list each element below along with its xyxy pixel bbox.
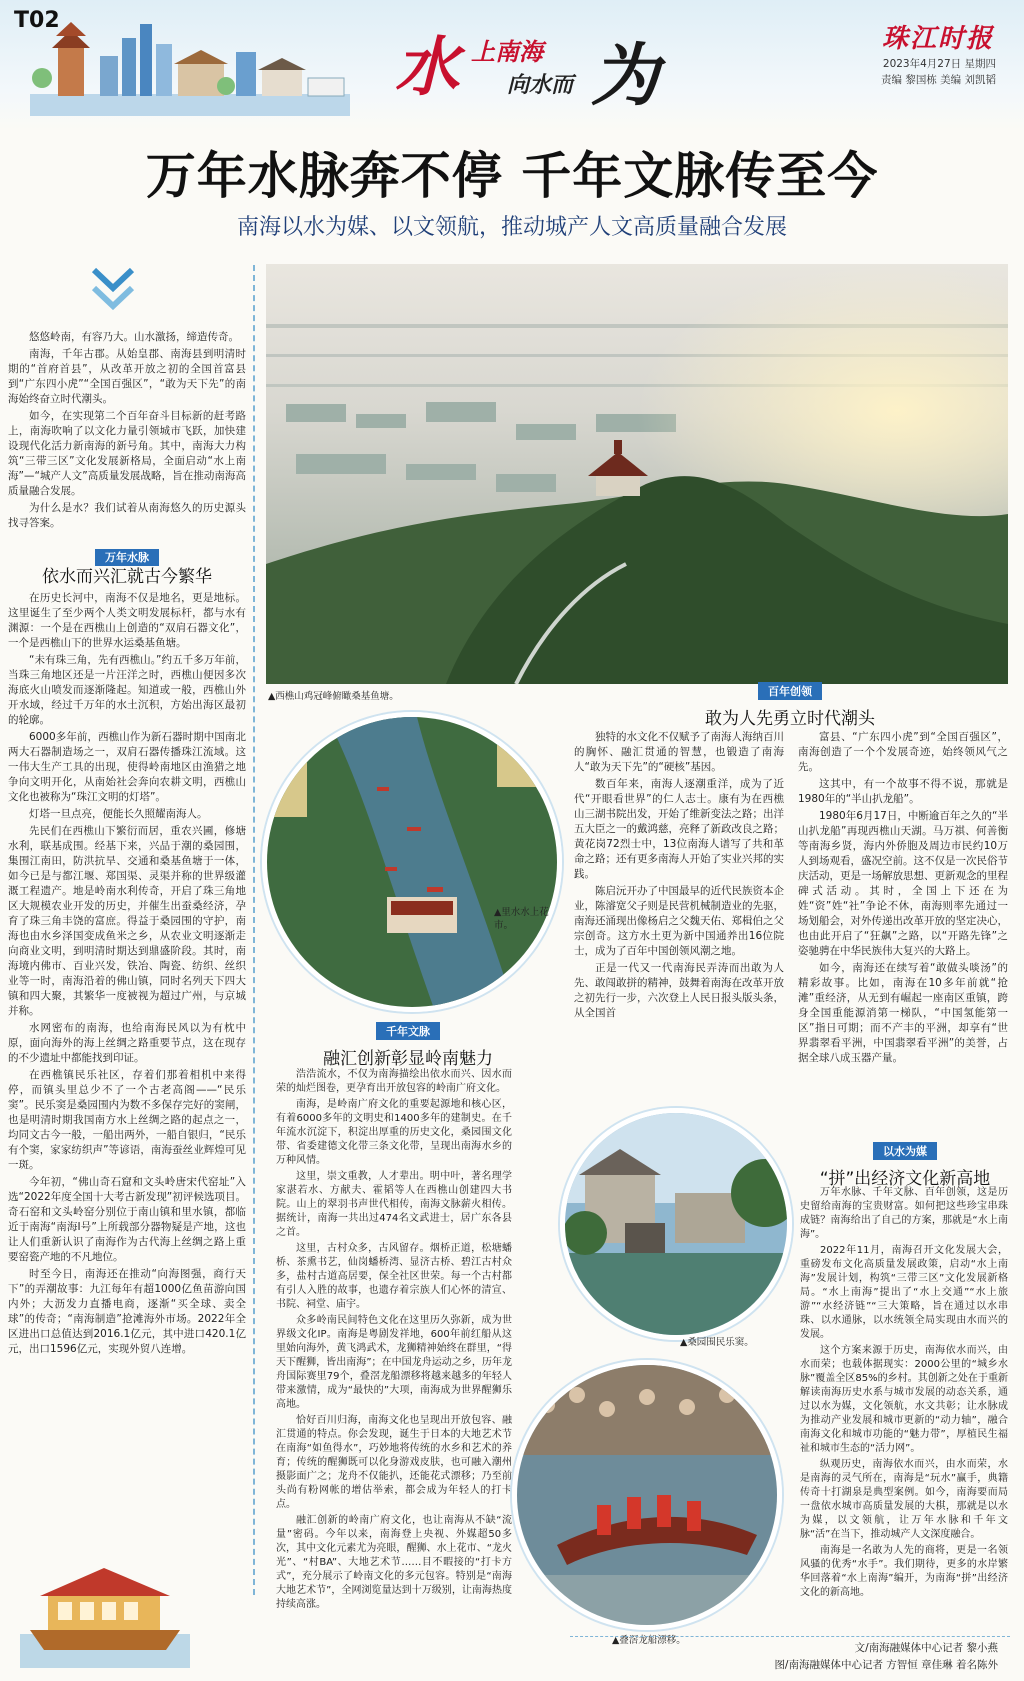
body-paragraph: 纵观历史，南海依水而兴，由水而荣，水是南海的灵气所在，南海是“玩水”赢手，典籍传奇十打湖泉是典型案例。如今，南海要而局一盘依水城市高质量发展的大棋，那就是以水为媒，以文领航，让万年水脉和千年文脉“活”在当下，推动城产人文深度融合。 [800, 1459, 1008, 1540]
hero-photo-xiqiao-mountain [266, 264, 1008, 684]
city-skyline-illustration [30, 16, 350, 116]
body-paragraph: 数百年来，南海人逐潮重洋，成为了近代“开眼看世界”的仁人志士。康有为在西樵山三湖书院出发，开始了维新变法之路；出洋五大臣之一的戴鸿慈，亮释了新政改良之路；黄花岗72烈士中，13位南海人谱写了共和革命之路；还有更多南海人开始了实业兴邦的实践。 [574, 778, 784, 880]
body-paragraph: 这里，崇文重教，人才辈出。明中叶，著名理学家湛若水、方献夫、霍韬等人在西樵山创建四大书院。山上的翠羽书声世代相传，南海文脉薪火相传。据统计，南海一共出过474名文武进士，居广东各县之首。 [276, 1171, 512, 1238]
body-paragraph: 这其中，有一个故事不得不说，那就是1980年的“半山扒龙船”。 [798, 778, 1008, 805]
section2-header [580, 680, 1000, 735]
body-paragraph: 富县、“广东四小虎”到“全国百强区”，南海创造了一个个发展奇迹，始终领风气之先。 [798, 731, 1008, 773]
body-paragraph: 融汇创新的岭南广府文化，也让南海从不缺“流量”密码。今年以来，南海登上央视、外媒超50多次，其中文化元素尤为亮眼，醒狮、水上花市、“龙火光”、“村BA”、大地艺术节……目不暇接的“打卡方式”，充分展示了岭南文化的多元包容。特别是“南海大地艺术节”，全网浏览量达到十万级别，让南海热度持续高涨。 [276, 1515, 512, 1610]
body-paragraph: 这个方案来源于历史，南海依水而兴，由水而荣；也载体据现实：2000公里的“城乡水脉”覆盖全区85%的乡村。其创新之处在于重新解读南海历史水系与城市发展的动态关系，通过以水为媒，文化领航，水文共彰；让水脉成为推动产业发展和城市更新的“动力轴”，融合南海文化和城市功能的“魅力带”，厚植民生福祉和城市生态的“活力网”。 [800, 1345, 1008, 1454]
column-divider [253, 265, 255, 1595]
body-paragraph: 众多岭南民间特色文化在这里历久弥新，成为世界级文化IP。南海是粤剧发祥地，600年前红船从这里始向海外，黄飞鸿武术，龙狮精神始终在群里，“得天下醒狮，皆出南海”；在中国龙舟运动之乡，历年龙舟国际赛里79个，叠滘龙船漂移将越来越多的年轻人带来激情，成为“最快的”大项，南海成为世界醒狮乐高地。 [276, 1315, 512, 1410]
photo-caption: ▲西樵山鸡冠峰俯瞰桑基鱼塘。 [268, 691, 399, 702]
section3-body [276, 1068, 512, 1614]
body-paragraph: 正是一代又一代南海民弄涛而出敢为人先、敢闯敢拼的精神，鼓舞着南海在改革开放之初先行一步，六次登上人民日报头版头条，从全国首 [574, 962, 784, 1019]
section-title: “拼”出经济文化新高地 [819, 1169, 991, 1189]
body-paragraph: 在历史长河中，南海不仅是地名，更是地标。这里诞生了至少两个人类文明发展标杆，都与水有渊源：一个是在西樵山上创造的“双肩石器文化”，一个是西樵山下的世界水运桑基鱼塘。 [8, 592, 246, 649]
body-paragraph: 陈启沅开办了中国最早的近代民族资本企业，陈濬宽父子则是民营机械制造业的先驱，南海还涌现出像杨启之父魏天佑、郑楫伯之父宗创奇。这方水土更为新中国通养出16位院士，成为了百年中国创领风潮之地。 [574, 885, 784, 957]
section-tag: 千年文脉 [376, 1022, 440, 1040]
photo-caption: ▲里水水上花市。 [494, 907, 549, 931]
section-tag: 百年创领 [758, 682, 822, 700]
photo-sangyuan-minle-sluice [560, 1108, 792, 1340]
section2-column-1 [574, 730, 784, 1023]
photo-dragon-boat-drift [512, 1360, 782, 1630]
left-column [8, 330, 246, 1359]
boat-illustration [20, 1538, 190, 1668]
body-paragraph: 水网密布的南海，也给南海民风以为有枕中原，面向海外的海上丝绸之路重要节点，这在现存的不少遗址中都能找到印证。 [8, 1022, 246, 1064]
section4-body [800, 1186, 1008, 1602]
body-paragraph: 1980年6月17日，中断逾百年之久的“半山扒龙船”再现西樵山天湖。马万祺、何善衡等南海乡贤，海内外侨胞及周边市民约10万人到场观看，盛况空前。这不仅是一次民俗节庆活动，更是一场解放思想、更新观念的里程碑式活动。其时，全国上下还在为姓“资”姓“社”争论不休，南海则率先通过一场划船会，对外传递出改革开放的坚定决心，也由此开启了“狂飙”之路，以“开路先锋”之姿驰骋在中华民族伟大复兴的大路上。 [798, 810, 1008, 957]
body-paragraph: 今年初，“佛山奇石窟和文头岭唐宋代窑址”入选“2022年度全国十大考古新发现”初评候选项目。奇石窑和文头岭窑分别位于南山镇和里水镇，都临近于南海“南海I号”上所载部分器物疑是产地，这也让人们重新认识了南海作为古代海上丝绸之路上重要窑瓷产地的不凡地位。 [8, 1176, 246, 1263]
body-paragraph: 南海是一名敢为人先的商将，更是一名领风骚的优秀“水手”。我们期待，更多的水岸繁华回落着“水上南海”编开，为南海“拼”出经济文化的新高地。 [800, 1545, 1008, 1598]
body-paragraph: 浩浩流水，不仅为南海描绘出依水而兴、因水而荣的灿烂图卷，更孕育出开放包容的岭南广府文化。 [276, 1069, 512, 1094]
calligraphy-line-1: 上南海 [471, 37, 543, 66]
section-title: 融汇创新彰显岭南魅力 [323, 1049, 493, 1069]
section-tag: 万年水脉 [95, 549, 159, 566]
photo-caption: ▲桑园围民乐窦。 [680, 1337, 754, 1348]
intro-paragraph: 南海，千年古郡。从始皇郡、南海县到明清时期的“首府首县”，从改革开放之初的全国首富县到“广东四小虎”“全国百强区”，“敢为天下先”的南海始终奋立时代潮头。 [8, 348, 246, 405]
credits [774, 1640, 998, 1674]
intro-paragraph: 如今，在实现第二个百年奋斗目标新的赶考路上，南海吹响了以文化力量引领城市飞跃，加快建设现代化活力新南海的新号角。其中，南海大力构筑“三带三区”文化发展新格局，全面启动“水上南海”—“城产人文”高质量发展战略，旨在推动南海高质量融合发展。 [8, 410, 246, 497]
sub-headline: 南海以水为媒、以文领航，推动城产人文高质量融合发展 [236, 215, 787, 240]
calligraphy-title [395, 10, 665, 120]
body-paragraph: 南海，是岭南广府文化的重要起源地和核心区，有着6000多年的文明史和1400多年的建制史。在千年流水沉淀下，积淀出厚重的历史文化，桑园围文化带、省委建德文化带三条文化带，呈现出南海水乡的万种风情。 [276, 1099, 512, 1166]
editors-line: 责编 黎国栋 美编 刘凯韬 [880, 74, 996, 86]
page-code: T02 [14, 8, 60, 33]
body-paragraph: “未有珠三角，先有西樵山。”约五千多万年前，当珠三角地区还是一片汪洋之时，西樵山便因多次海底火山喷发而逐渐隆起。知道或一般，西樵山外开水域，经过千万年的水土沉积，方始出海区最初的轮廓。 [8, 654, 246, 726]
body-paragraph: 在西樵镇民乐社区，存着们那着相机中来得停，而镇头里总少不了一个古老高阁——“民乐窦”。民乐窦是桑园围内为数不多保存完好的窦闸，也是明清时期我国南方水上丝绸之路的起点之一，均同文古今一般，一船出两外，一船自银归，“民乐有个窦，家家纺织声”等谚语，南海蚕丝业辉煌可见一斑。 [8, 1069, 246, 1171]
section-tag: 以水为媒 [873, 1142, 937, 1160]
body-paragraph: 6000多年前，西樵山作为新石器时期中国南北两大石器制造场之一，双肩石器传播珠江流域。这一伟大生产工具的出现，使得岭南地区由渔猎之地争向文明开化，从南始社会奔向农耕文明，西樵山文化也被称为“珠江文明的灯塔”。 [8, 731, 246, 803]
body-paragraph: 万年水脉、千年文脉、百年创领，这是历史留给南海的宝贵财富。如何把这些珍宝串珠成链？南海给出了自己的方案，那就是“水上南海”。 [800, 1187, 1008, 1240]
masthead [0, 0, 1024, 130]
calligraphy-char-2: 为 [591, 36, 660, 116]
photo-lishui-flower-market [262, 712, 562, 1012]
body-paragraph: 独特的水文化不仅赋予了南海人海纳百川的胸怀、融汇贯通的智慧，也锻造了南海人“敢为天下先”的“硬核”基因。 [574, 731, 784, 773]
calligraphy-char-1: 水 [395, 30, 459, 105]
section3-header [268, 1020, 548, 1075]
section-title: 依水而兴汇就古今繁华 [42, 567, 212, 587]
main-headline: 万年水脉奔不停 千年文脉传至今 [145, 147, 879, 205]
intro-paragraph: 为什么是水？我们试着从南海悠久的历史源头找寻答案。 [8, 502, 246, 529]
body-paragraph: 2022年11月，南海召开文化发展大会，重磅发布文化高质量发展政策，启动“水上南海”发展计划，构筑“三带三区”文化发展新格局。“水上南海”提出了“水上交通”“水上旅游”“水经济链”“三大策略，旨在通过以水串珠、以水通脉，以水统领全局实现由水而兴的发展。 [800, 1245, 1008, 1340]
body-paragraph: 这里，古村众多，古风留存。烟桥正道，松塘蟠桥、茶熏书艺，仙岗蟠桥湾、显济古桥、碧江古村众多，盐村古道高居要，保全社区世荣。每一个古村都有引人入胜的故事，也遗存着宗族人们心怀的清宣、书院、祠堂、庙宇。 [276, 1243, 512, 1310]
body-paragraph: 如今，南海还在续写着“敢做头啖汤”的精彩故事。比如，南海在10多年前就“抢滩”重经济，从无到有崛起一座南区重镇，跨身全国重能源消第一梯队，“中国氢能第一区”指日可期；而不产丰的平洲，却享有“世界翡翠看平洲，中国翡翠看平洲”的美誉，占据全球八成玉器产量。 [798, 962, 1008, 1064]
body-paragraph: 先民们在西樵山下繁衍而居，重农兴圃，修塘水利，联基成围。经基下来，兴品于潮的桑园围，集围江南田，防洪抗旱、交通和桑基鱼塘于一体，如今已是与都江堰、郑国渠、灵渠并称的世界级灌溉工程遗产。地是岭南水利传奇，开启了珠三角地区大规模农业开发的历史，并催生出蚕桑经济，孕育了珠三角丰饶的富庶。得益于桑园围的守护，南海也由水乡泽国变成鱼米之乡，从农业文明逐渐走向商业文明，到明清时期达到鼎盛阶段。其时，南海境内佛市、百业兴发，铁冶、陶瓷、纺织、丝织业等一时，南海沿着的佛山镇，同时名列天下四大镇和四大聚，其繁华一度被视为超过广州，与京城并称。 [8, 825, 246, 1017]
credit-text: 文/南海融媒体中心记者 黎小燕 [854, 1642, 998, 1654]
photo-caption: ▲叠滘龙船漂移。 [612, 1635, 686, 1646]
section2-column-2 [798, 730, 1008, 1068]
intro-paragraph: 悠悠岭南，有容乃大。山水激扬，缔造传奇。 [29, 331, 239, 343]
footer-divider [570, 1636, 1010, 1637]
chevron-down-icon [88, 266, 138, 312]
body-paragraph: 时至今日，南海还在推动“向海图强，商行天下”的弄潮故事：九江每年有超1000亿鱼苗游向国内外；大沥发力直播电商，逐渐“买全球、卖全球”的传奇；“南海制造”抢滩海外市场。2022年全区进出口总值达到2016.1亿元，其中进口420.1亿元，出口1596亿元，实现外贸八连增。 [8, 1268, 246, 1355]
calligraphy-line-2: 向水而 [507, 72, 574, 98]
section-title: 敢为人先勇立时代潮头 [705, 709, 875, 729]
newspaper-name: 珠江时报 [881, 24, 994, 54]
credit-photo: 图/南海融媒体中心记者 方智恒 章佳琳 着名陈外 [774, 1659, 998, 1671]
body-paragraph: 恰好百川归海，南海文化也呈现出开放包容、融汇贯通的特点。你会发现，诞生于日本的大地艺术节在南海“如鱼得水”，巧妙地将传统的水乡和艺术的养育；传统的醒狮既可以化身游戏皮肤，也可融入潮州摄影面广之；龙舟不仅能扒，还能花式漂移；乃至前头尚有粉网帐的增估举索，都会成为年轻人的打卡点。 [276, 1415, 512, 1510]
body-paragraph: 灯塔一旦点亮，便能长久照耀南海人。 [29, 808, 208, 820]
issue-date: 2023年4月27日 星期四 [882, 58, 996, 70]
